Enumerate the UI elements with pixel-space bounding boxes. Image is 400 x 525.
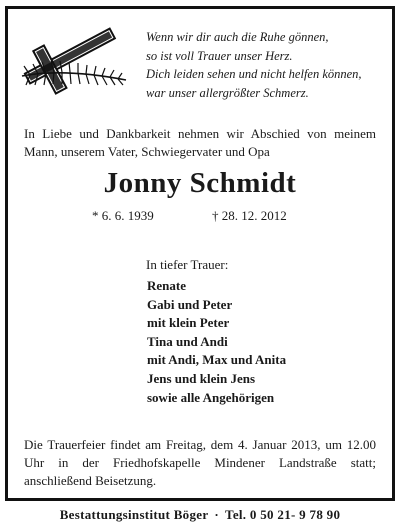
poem — [146, 28, 391, 102]
poem-line: so ist voll Trauer unser Herz. — [146, 48, 293, 63]
funeral-home-footer — [0, 504, 400, 525]
mourner-entry: mit klein Peter — [147, 315, 230, 331]
funeral-home-name: Bestattungsinstitut Böger — [59, 507, 209, 522]
poem-line: war unser allergrößter Schmerz. — [146, 85, 309, 100]
mourning-label: In tiefer Trauer: — [146, 257, 229, 272]
deceased-name: Jonny Schmidt — [103, 167, 297, 199]
mourner-entry: Jens und klein Jens — [147, 370, 256, 386]
death-date: † 28. 12. 2012 — [212, 208, 287, 223]
mourner-entry: Tina und Andi — [147, 333, 228, 349]
cross-with-palm-branch-icon — [14, 24, 132, 96]
service-details: Die Trauerfeier findet am Freitag, dem 4. Januar 2013, um 12.00 Uhr in der Friedhofskapelle Mindener Landstraße statt; anschließend Beisetzung. — [24, 437, 376, 488]
footer-separator: · — [214, 507, 220, 522]
funeral-home-phone: Tel. 0 50 21- 9 78 90 — [225, 507, 341, 522]
mourner-entry: Renate — [147, 278, 186, 293]
mourners-list — [147, 277, 286, 407]
mourner-entry: Gabi und Peter — [147, 296, 233, 312]
intro-text: In Liebe und Dankbarkeit nehmen wir Abschied von meinem Mann, unserem Vater, Schwiegervater und Opa — [24, 126, 376, 159]
birth-date: * 6. 6. 1939 — [92, 208, 154, 223]
mourner-entry: sowie alle Angehörigen — [147, 389, 275, 405]
poem-line: Wenn wir dir auch die Ruhe gönnen, — [146, 30, 329, 44]
mourner-entry: mit Andi, Max und Anita — [147, 352, 287, 368]
poem-line: Dich leiden sehen und nicht helfen können, — [146, 67, 362, 81]
